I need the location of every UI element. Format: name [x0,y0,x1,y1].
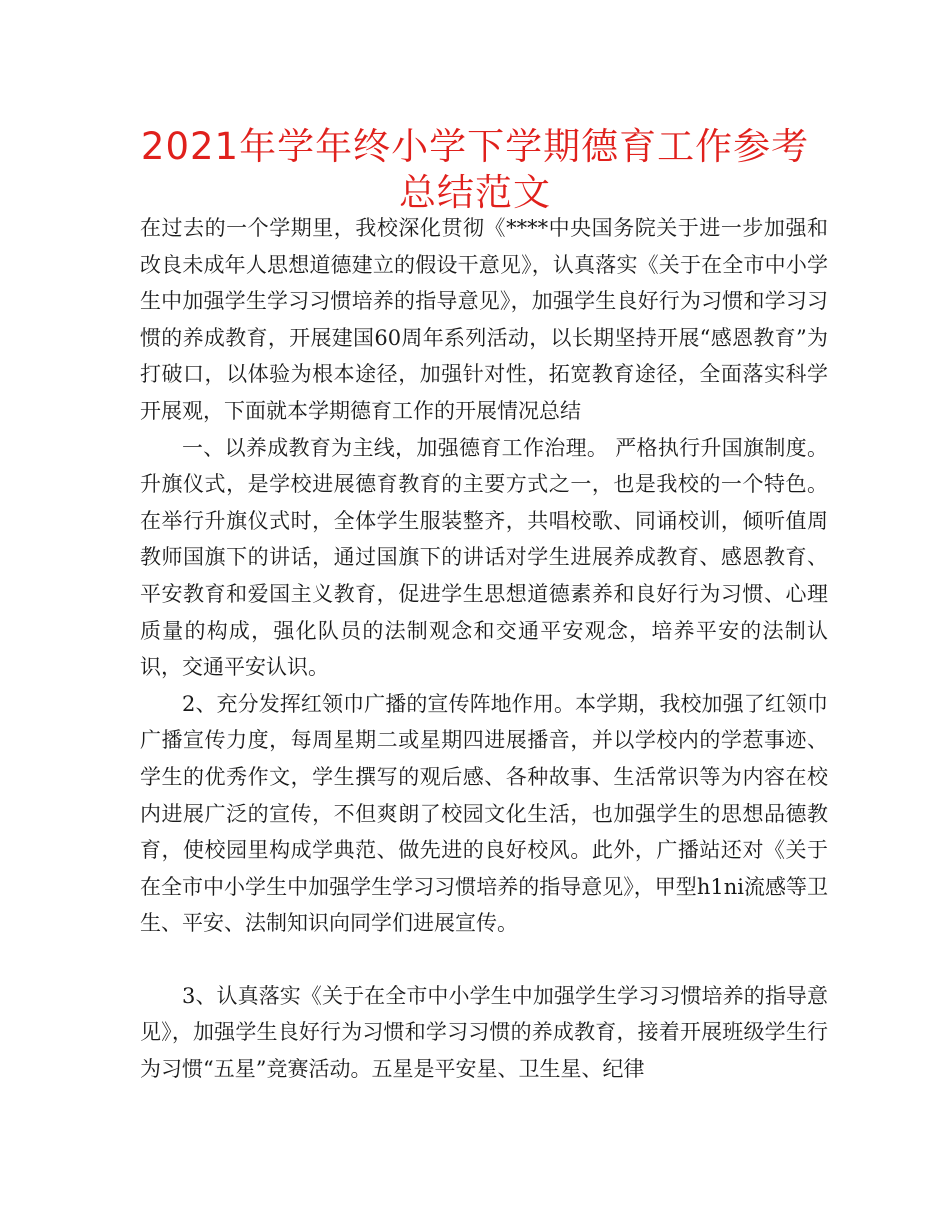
intro-paragraph: 在过去的一个学期里，我校深化贯彻《****中央国务院关于进一步加强和改良未成年人思想道德建立的假设干意见》，认真落实《关于在全市中小学生中加强学生学习习惯培养的指导意见》，加强学生良好行为习惯和学习习惯的养成教育，开展建国60周年系列活动，以长期坚持开展“感恩教育”为打破口，以体验为根本途径，加强针对性，拓宽教育途径，全面落实科学开展观，下面就本学期德育工作的开展情况总结 [140,216,828,423]
paragraph-spacer [140,942,828,978]
section-3-paragraph: 3、认真落实《关于在全市中小学生中加强学生学习习惯培养的指导意见》，加强学生良好行为习惯和学习习惯的养成教育，接着开展班级学生行为习惯“五星”竞赛活动。五星是平安星、卫生星、纪律 [140,983,828,1082]
document-body [140,210,828,1088]
section-1-paragraph: 一、以养成教育为主线，加强德育工作治理。 严格执行升国旗制度。升旗仪式，是学校进展德育教育的主要方式之一，也是我校的一个特色。在举行升旗仪式时，全体学生服装整齐，共唱校歌、同诵校训，倾听值周教师国旗下的讲话，通过国旗下的讲话对学生进展养成教育、感恩教育、平安教育和爱国主义教育，促进学生思想道德素养和良好行为习惯、心理质量的构成，强化队员的法制观念和交通平安观念，培养平安的法制认识，交通平安认识。 [140,435,828,680]
document-title: 2021年学年终小学下学期德育工作参考总结范文 [140,125,810,214]
section-2-paragraph: 2、充分发挥红领巾广播的宣传阵地作用。本学期，我校加强了红领巾广播宣传力度，每周星期二或星期四进展播音，并以学校内的学惹事迹、学生的优秀作文，学生撰写的观后感、各种故事、生活常识等为内容在校内进展广泛的宣传，不但爽朗了校园文化生活，也加强学生的思想品德教育，使校园里构成学典范、做先进的良好校风。此外，广播站还对《关于在全市中小学生中加强学生学习习惯培养的指导意见》，甲型h1ni流感等卫生、平安、法制知识向同学们进展宣传。 [140,691,828,936]
